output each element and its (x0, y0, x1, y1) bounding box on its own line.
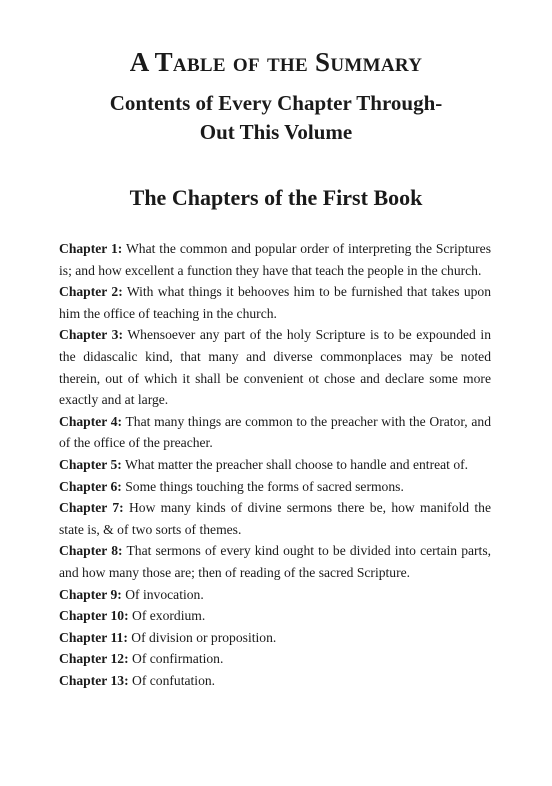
page-title: A Table of the Summary (129, 47, 423, 77)
page-subtitle (0, 89, 552, 147)
chapter-text: What matter the preacher shall choose to handle and entreat of. (124, 456, 469, 472)
chapter-label: Chapter 6: (59, 478, 122, 494)
chapter-list (59, 238, 491, 691)
chapter-item-7 (59, 497, 491, 540)
chapter-item-4 (59, 411, 491, 454)
chapter-label: Chapter 12: (59, 651, 129, 667)
chapter-item-6 (59, 476, 491, 498)
chapter-label: Chapter 8: (59, 543, 123, 559)
chapter-label: Chapter 4: (59, 413, 123, 429)
chapter-text: That many things are common to the preacher with the Orator, and of the office of the preacher. (59, 413, 491, 451)
subtitle-line-1: Contents of Every Chapter Through- (109, 91, 443, 115)
chapter-label: Chapter 7: (59, 500, 124, 516)
chapter-item-12 (59, 648, 491, 670)
chapter-text: With what things it behooves him to be furnished that takes upon him the office of teaching in the church. (59, 284, 492, 321)
chapter-label: Chapter 1: (59, 241, 123, 256)
chapter-label: Chapter 11: (59, 629, 128, 645)
chapter-text: What the common and popular order of interpreting the Scriptures is; and how excellent a function they have that teach the people in the church. (59, 241, 491, 278)
chapter-item-5 (59, 454, 491, 476)
chapter-label: Chapter 10: (59, 608, 129, 624)
chapter-text: Of confirmation. (132, 651, 224, 667)
chapter-text: Some things touching the forms of sacred sermons. (125, 478, 404, 494)
chapter-item-13 (59, 670, 491, 692)
chapter-text: How many kinds of divine sermons there be, how manifold the state is, & of two sorts of themes. (59, 500, 491, 537)
chapter-item-11 (59, 627, 491, 649)
chapter-item-2 (59, 281, 491, 324)
chapter-text: Whensoever any part of the holy Scripture is to be expounded in the didascalic kind, that many and diverse commonplaces may be noted therein, out of which it shall be convenient ot chose and declare some more exactly and at large. (59, 327, 491, 408)
chapter-label: Chapter 13: (59, 672, 129, 688)
subtitle-line-2: Out This Volume (199, 120, 353, 144)
chapter-text: Of division or proposition. (131, 629, 277, 645)
chapter-label: Chapter 3: (59, 327, 123, 343)
chapter-label: Chapter 5: (59, 456, 122, 472)
chapter-item-10 (59, 605, 491, 627)
chapter-text: That sermons of every kind ought to be divided into certain parts, and how many those are; then of reading of the sacred Scripture. (59, 543, 492, 580)
chapter-label: Chapter 9: (59, 586, 122, 602)
chapter-text: Of invocation. (125, 586, 204, 602)
section-title: The Chapters of the First Book (129, 185, 423, 210)
chapter-text: Of confutation. (132, 672, 216, 688)
chapter-item-1 (59, 238, 491, 281)
chapter-item-8 (59, 540, 491, 583)
chapter-text: Of exordium. (132, 608, 206, 624)
chapter-label: Chapter 2: (59, 284, 123, 300)
chapter-item-9 (59, 584, 491, 606)
chapter-item-3 (59, 324, 491, 410)
